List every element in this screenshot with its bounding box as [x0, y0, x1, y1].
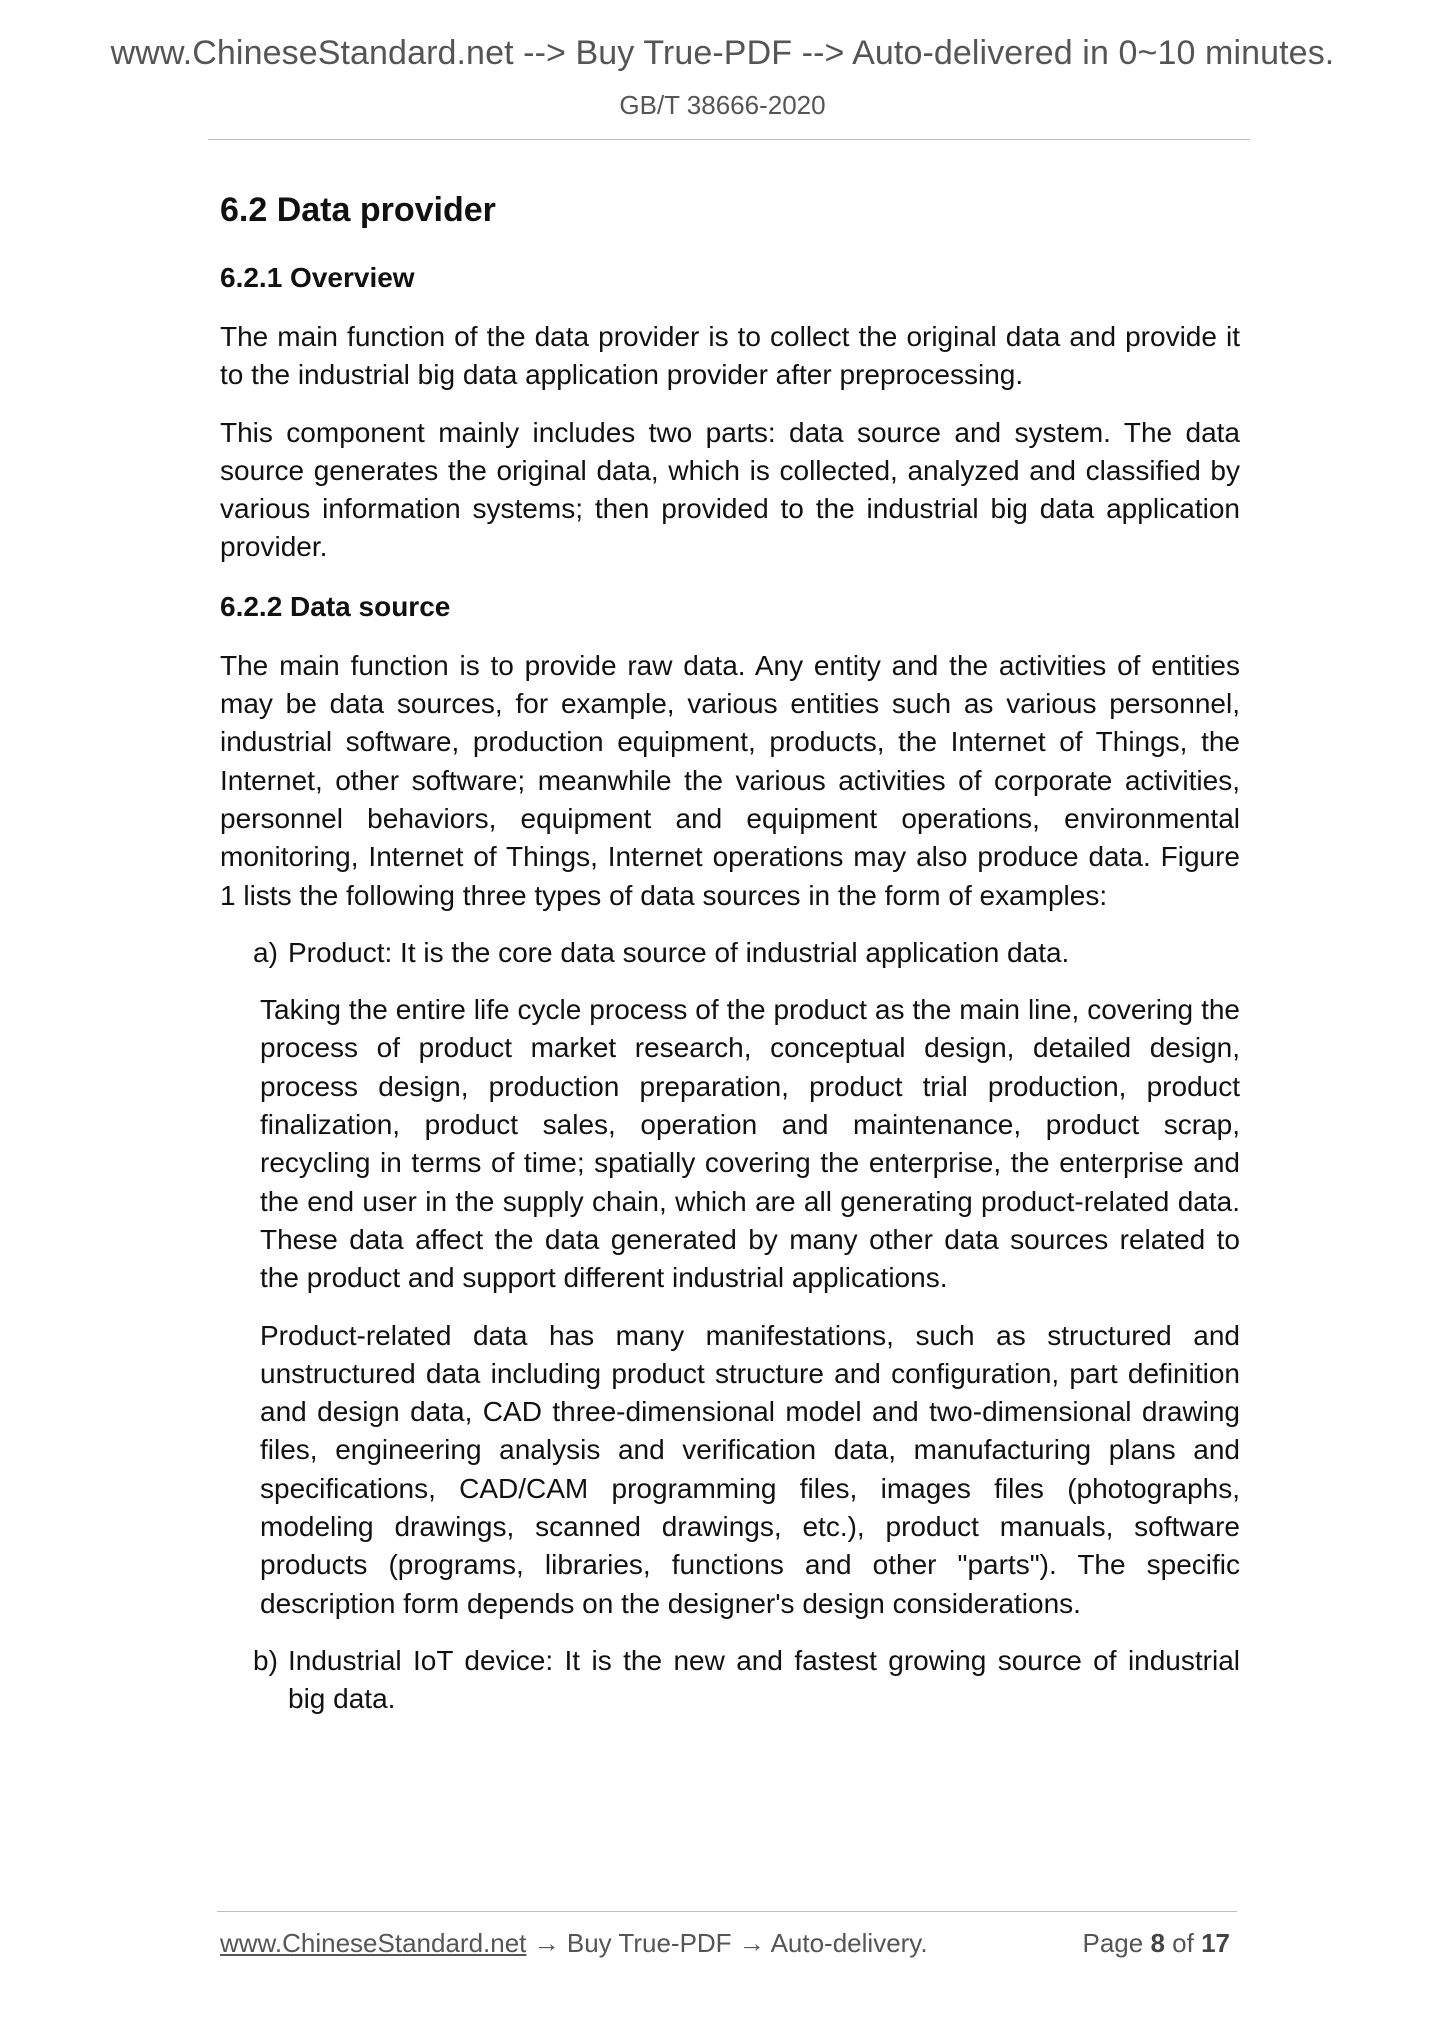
data-source-intro: The main function is to provide raw data. Any entity and the activities of entities may be data sources, for example, various entities such as various personnel, industrial software, production equipment, products, the Internet of Things, the Internet, other software; meanwhile the various activities of corporate activities, personnel behaviors, equipment and equipment operations, environmental monitoring, Internet of Things, Internet operations may also produce data. Figure 1 lists the following three types of data sources in the form of examples: [220, 649, 1240, 911]
header-divider [208, 139, 1250, 140]
overview-paragraph: This component mainly includes two parts: data source and system. The data source generates the original data, which is collected, analyzed and classified by various information systems; then provided to the industrial big data application provider. [220, 416, 1240, 563]
list-marker: b) [253, 1644, 278, 1676]
page-label: Page [1082, 1928, 1144, 1958]
list-item-text: Industrial IoT device: It is the new and fastest growing source of industrial big data. [288, 1644, 1240, 1715]
footer-site-link[interactable]: www.ChineseStandard.net [220, 1928, 527, 1958]
list-item [220, 934, 1240, 972]
page-current: 8 [1150, 1928, 1165, 1958]
list-item-text: Product: It is the core data source of industrial application data. [288, 936, 1070, 968]
section-title: 6.2 Data provider [220, 191, 496, 229]
page-content [220, 182, 1240, 1719]
list-item [220, 1642, 1240, 1719]
data-source-heading: 6.2.2 Data source [220, 590, 451, 622]
footer-divider [217, 1911, 1237, 1912]
footer-left [220, 1928, 928, 1959]
page-total: 17 [1201, 1928, 1230, 1958]
overview-paragraph: The main function of the data provider is to collect the original data and provide it to the industrial big data application provider after preprocessing. [220, 321, 1240, 391]
page-of: of [1172, 1928, 1194, 1958]
product-paragraph: Product-related data has many manifestations, such as structured and unstructured data including product structure and configuration, part definition and design data, CAD three-dimensional model and two-dimensional drawing files, engineering analysis and verification data, manufacturing plans and specifications, CAD/CAM programming files, images files (photographs, modeling drawings, scanned drawings, etc.), product manuals, software products (programs, libraries, functions and other "parts"). The specific description form depends on the designer's design considerations. [260, 1319, 1240, 1619]
footer-tail-text: → Buy True-PDF → Auto-delivery. [526, 1928, 928, 1958]
standard-code: GB/T 38666-2020 [619, 90, 826, 120]
page-number [1082, 1928, 1230, 1959]
top-banner: www.ChineseStandard.net --> Buy True-PDF --> Auto-delivered in 0~10 minutes. [110, 34, 1335, 72]
list-marker: a) [253, 936, 278, 968]
product-paragraph: Taking the entire life cycle process of the product as the main line, covering the process of product market research, conceptual design, detailed design, process design, production preparation, product trial production, product finalization, product sales, operation and maintenance, product scrap, recycling in terms of time; spatially covering the enterprise, the enterprise and the end user in the supply chain, which are all generating product-related data. These data affect the data generated by many other data sources related to the product and support different industrial applications. [260, 994, 1240, 1294]
overview-heading: 6.2.1 Overview [220, 262, 415, 293]
